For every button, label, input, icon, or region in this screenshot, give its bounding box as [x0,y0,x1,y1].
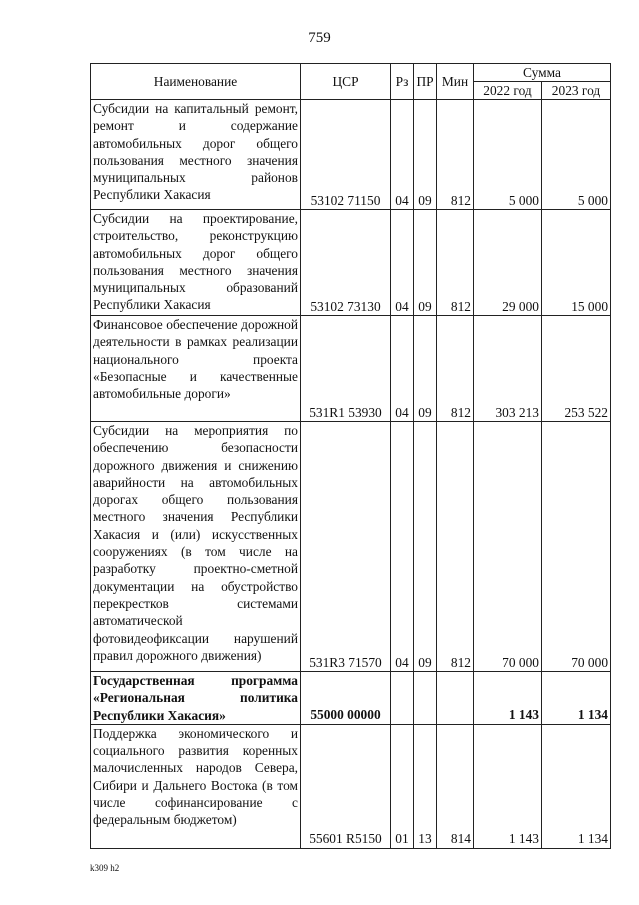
row-rz-cell: 04 [391,210,414,316]
row-pr-cell: 13 [414,724,437,848]
row-2023-amount-cell: 15 000 [542,210,611,316]
row-2022-amount-cell: 1 143 [474,672,542,725]
row-2023-amount-cell: 1 134 [542,724,611,848]
row-2022-amount-cell: 303 213 [474,316,542,422]
header-rz: Рз [391,64,414,100]
row-2022-amount-cell: 1 143 [474,724,542,848]
page-number: 759 [308,30,331,46]
row-min-cell: 812 [437,422,474,672]
row-min-cell: 812 [437,210,474,316]
row-rz-cell: 01 [391,724,414,848]
row-pr-cell: 09 [414,316,437,422]
row-rz-cell: 04 [391,316,414,422]
row-name-cell: Поддержка экономического и социального развития коренных малочисленных народов Севера, Сибири и Дальнего Востока (в том числе софинансирование с федеральным бюджетом) [91,724,301,848]
header-min: Мин [437,64,474,100]
header-sum: Сумма [474,64,611,82]
row-pr-cell [414,672,437,725]
header-pr: ПР [414,64,437,100]
row-rz-cell: 04 [391,100,414,210]
row-2023-amount-cell: 253 522 [542,316,611,422]
table-row [91,422,611,672]
header-csr: ЦСР [301,64,391,100]
header-year-2022: 2022 год [474,82,542,100]
row-name-cell: Субсидии на мероприятия по обеспечению безопасности дорожного движения и снижению аварийности на автомобильных дорогах общего пользования местного значения Республики Хакасия и (или) искусственных сооружениях (в том числе на разработку проектно-сметной документации на обустройство перекрестков системами автоматической фотовидеофиксации нарушений правил дорожного движения) [91,422,301,672]
row-csr-cell: 531R1 53930 [301,316,391,422]
table-row [91,672,611,725]
row-pr-cell: 09 [414,210,437,316]
row-rz-cell [391,672,414,725]
row-2023-amount-cell: 1 134 [542,672,611,725]
row-min-cell: 812 [437,316,474,422]
row-min-cell: 814 [437,724,474,848]
row-csr-cell: 53102 73130 [301,210,391,316]
row-pr-cell: 09 [414,100,437,210]
row-2022-amount-cell: 5 000 [474,100,542,210]
header-name: Наименование [91,64,301,100]
row-2022-amount-cell: 70 000 [474,422,542,672]
row-csr-cell: 55000 00000 [301,672,391,725]
row-csr-cell: 531R3 71570 [301,422,391,672]
row-rz-cell: 04 [391,422,414,672]
row-name-cell: Субсидии на проектирование, строительство, реконструкцию автомобильных дорог общего пользования местного значения муниципальных образований Республики Хакасия [91,210,301,316]
row-2023-amount-cell: 70 000 [542,422,611,672]
header-year-2023: 2023 год [542,82,611,100]
footer-code: k309 h2 [90,863,120,873]
row-2022-amount-cell: 29 000 [474,210,542,316]
row-name-cell: Финансовое обеспечение дорожной деятельности в рамках реализации национального проекта «Безопасные и качественные автомобильные дороги» [91,316,301,422]
table-row [91,724,611,848]
row-name-cell: Субсидии на капитальный ремонт, ремонт и содержание автомобильных дорог общего пользования местного значения муниципальных районов Республики Хакасия [91,100,301,210]
row-min-cell [437,672,474,725]
row-min-cell: 812 [437,100,474,210]
row-name-cell: Государственная программа «Региональная политика Республики Хакасия» [91,672,301,725]
table-row [91,210,611,316]
table-row [91,316,611,422]
row-csr-cell: 55601 R5150 [301,724,391,848]
row-2023-amount-cell: 5 000 [542,100,611,210]
table-row [91,100,611,210]
row-csr-cell: 53102 71150 [301,100,391,210]
row-pr-cell: 09 [414,422,437,672]
budget-table [90,63,611,849]
